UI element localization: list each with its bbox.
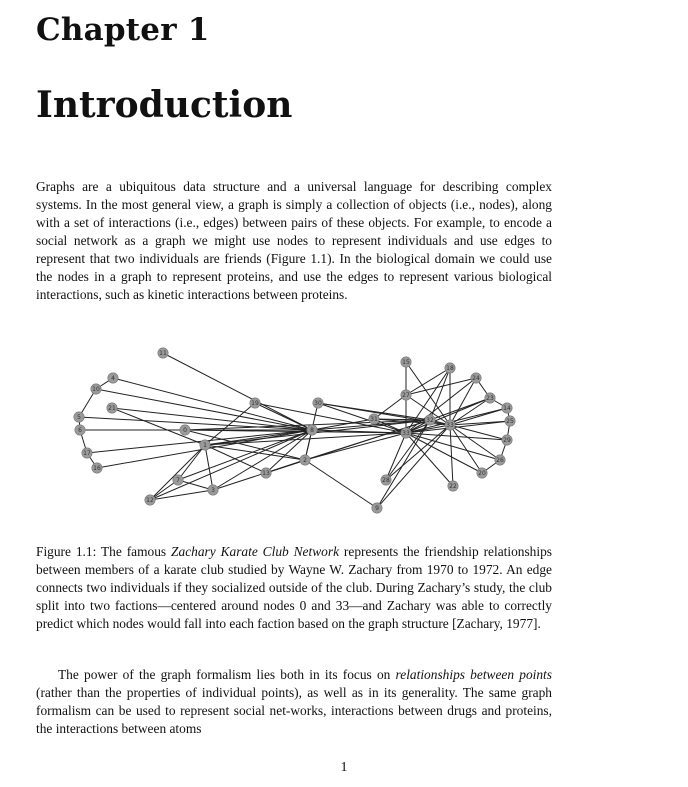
graph-node bbox=[158, 348, 168, 358]
graph-node bbox=[495, 455, 505, 465]
graph-node-label: 19 bbox=[251, 399, 259, 407]
graph-node bbox=[381, 475, 391, 485]
caption-emphasis: Zachary Karate Club Network bbox=[171, 544, 340, 559]
graph-edge bbox=[450, 425, 453, 486]
graph-node-label: 31 bbox=[370, 415, 378, 423]
graph-edge bbox=[150, 490, 213, 500]
graph-node bbox=[261, 468, 271, 478]
graph-node bbox=[313, 398, 323, 408]
figure-caption bbox=[36, 543, 552, 633]
graph-node-label: 21 bbox=[108, 404, 116, 412]
graph-node bbox=[75, 425, 85, 435]
graph-node bbox=[307, 425, 317, 435]
paragraph-emphasis: relationships between points bbox=[395, 667, 552, 682]
graph-node-label: 30 bbox=[314, 399, 322, 407]
graph-node bbox=[82, 448, 92, 458]
graph-edges bbox=[79, 353, 510, 508]
graph-node bbox=[445, 363, 455, 373]
graph-node bbox=[250, 398, 260, 408]
graph-node bbox=[369, 414, 379, 424]
graph-node-label: 8 bbox=[310, 426, 314, 434]
graph-node-label: 4 bbox=[111, 374, 115, 382]
graph-node-label: 1 bbox=[203, 441, 207, 449]
graph-node-label: 12 bbox=[146, 496, 154, 504]
graph-node bbox=[502, 435, 512, 445]
graph-node bbox=[448, 481, 458, 491]
graph-edge bbox=[450, 425, 500, 460]
karate-club-graph bbox=[60, 340, 530, 520]
graph-node-label: 9 bbox=[375, 504, 379, 512]
graph-node-label: 33 bbox=[402, 429, 410, 437]
chapter-title: Introduction bbox=[36, 84, 293, 126]
graph-node-label: 3 bbox=[211, 486, 215, 494]
graph-node bbox=[471, 373, 481, 383]
graph-node-label: 16 bbox=[93, 464, 101, 472]
graph-node bbox=[208, 485, 218, 495]
graph-node bbox=[173, 475, 183, 485]
graph-node bbox=[92, 463, 102, 473]
graph-node bbox=[401, 390, 411, 400]
graph-node bbox=[300, 455, 310, 465]
graph-node bbox=[74, 412, 84, 422]
graph-edge bbox=[305, 460, 377, 508]
intro-paragraph: Graphs are a ubiquitous data structure and a universal language for describing complex systems. In the most general view, a graph is simply a collection of objects (i.e., nodes), along with a set of interactions (i.e., edges) between pairs of these objects. For example, to encode a social network as a graph we might use nodes to represent individuals and use edges to represent that two individuals are friends (Figure 1.1). In the biological domain we could use the nodes in a graph to represent proteins, and use the edges to represent various biological interactions, such as kinetic interactions between proteins. bbox=[36, 179, 552, 302]
graph-node-label: 6 bbox=[78, 426, 82, 434]
graph-node-label: 13 bbox=[262, 469, 270, 477]
graph-node bbox=[425, 415, 435, 425]
graph-node-label: 10 bbox=[92, 385, 100, 393]
graph-node-label: 18 bbox=[446, 364, 454, 372]
graph-node-label: 22 bbox=[449, 482, 457, 490]
graph-edge bbox=[163, 353, 312, 430]
graph-edge bbox=[205, 433, 406, 445]
graph-node-label: 7 bbox=[176, 476, 180, 484]
graph-node bbox=[445, 420, 455, 430]
graph-node bbox=[108, 373, 118, 383]
graph-node-label: 14 bbox=[503, 404, 511, 412]
graph-edge bbox=[113, 378, 312, 430]
graph-node bbox=[200, 440, 210, 450]
graph-node bbox=[401, 357, 411, 367]
graph-node bbox=[485, 393, 495, 403]
page-number: 1 bbox=[340, 760, 348, 775]
graph-node-label: 23 bbox=[486, 394, 494, 402]
graph-node-label: 2 bbox=[303, 456, 307, 464]
chapter-label: Chapter 1 bbox=[36, 12, 210, 48]
graph-node-label: 20 bbox=[478, 469, 486, 477]
paragraph-part1: The power of the graph formalism lies both in its focus on bbox=[58, 667, 396, 682]
graph-node-label: 26 bbox=[496, 456, 504, 464]
graph-node bbox=[145, 495, 155, 505]
body-paragraph bbox=[36, 666, 552, 738]
graph-node bbox=[477, 468, 487, 478]
graph-edge bbox=[178, 430, 312, 480]
graph-node bbox=[502, 403, 512, 413]
graph-node-label: 0 bbox=[183, 426, 187, 434]
graph-node bbox=[180, 425, 190, 435]
graph-node-label: 5 bbox=[77, 413, 81, 421]
graph-node-label: 28 bbox=[382, 476, 390, 484]
paragraph-part2: (rather than the properties of individual points), as well as in its generality. The same graph formalism can be used to represent social net-works, interactions between drugs and proteins, the interactions between atoms bbox=[36, 685, 552, 736]
graph-node-label: 11 bbox=[159, 349, 167, 357]
graph-node bbox=[401, 428, 411, 438]
caption-rest: represents the friendship relationships between members of a karate club studied by Wayne W. Zachary from 1970 to 1972. An edge connects two individuals if they socialized outside of the club. During Zachary’s study, the club split into two factions—centered around nodes 0 and 33—and Zachary was able to correctly predict which nodes would fall into each faction based on the graph structure [Zachary, 1977]. bbox=[36, 544, 553, 631]
graph-edge bbox=[406, 433, 453, 486]
graph-node-label: 24 bbox=[472, 374, 480, 382]
graph-node bbox=[372, 503, 382, 513]
graph-node bbox=[91, 384, 101, 394]
graph-node-label: 33 bbox=[446, 421, 454, 429]
graph-node bbox=[107, 403, 117, 413]
graph-node-label: 29 bbox=[503, 436, 511, 444]
graph-node-label: 17 bbox=[83, 449, 91, 457]
graph-node-label: 32 bbox=[426, 416, 434, 424]
graph-node-label: 15 bbox=[402, 358, 410, 366]
graph-node-label: 27 bbox=[402, 391, 410, 399]
caption-prefix: Figure 1.1: The famous bbox=[36, 544, 172, 559]
graph-node bbox=[505, 416, 515, 426]
graph-node-label: 25 bbox=[506, 417, 514, 425]
